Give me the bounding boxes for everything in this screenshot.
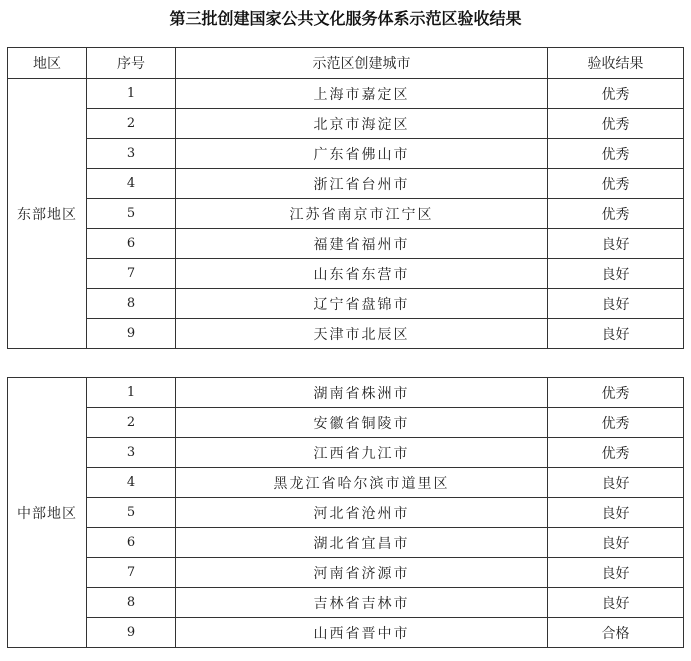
acceptance-result: 良好	[548, 558, 684, 588]
header-city: 示范区创建城市	[176, 48, 548, 79]
acceptance-result: 优秀	[548, 378, 684, 408]
east-region-table	[7, 47, 684, 349]
acceptance-result: 优秀	[548, 408, 684, 438]
table-row	[8, 438, 684, 468]
row-number: 8	[87, 289, 176, 319]
acceptance-result: 优秀	[548, 139, 684, 169]
row-number: 9	[87, 319, 176, 349]
acceptance-result: 良好	[548, 259, 684, 289]
table-row	[8, 199, 684, 229]
row-number: 3	[87, 139, 176, 169]
table-row	[8, 408, 684, 438]
acceptance-result: 优秀	[548, 438, 684, 468]
acceptance-result: 良好	[548, 588, 684, 618]
page-title: 第三批创建国家公共文化服务体系示范区验收结果	[169, 9, 522, 28]
table-row	[8, 79, 684, 109]
acceptance-result: 良好	[548, 498, 684, 528]
row-number: 9	[87, 618, 176, 648]
acceptance-result: 良好	[548, 319, 684, 349]
city-name: 山西省晋中市	[176, 618, 548, 648]
city-name: 安徽省铜陵市	[176, 408, 548, 438]
table-header-row	[8, 48, 684, 79]
row-number: 3	[87, 438, 176, 468]
table-row	[8, 139, 684, 169]
table-row	[8, 109, 684, 139]
central-region-table	[7, 377, 684, 648]
row-number: 7	[87, 558, 176, 588]
acceptance-result: 优秀	[548, 169, 684, 199]
row-number: 5	[87, 199, 176, 229]
central-region-label: 中部地区	[8, 378, 87, 648]
acceptance-result: 良好	[548, 528, 684, 558]
table-row	[8, 378, 684, 408]
city-name: 江苏省南京市江宁区	[176, 199, 548, 229]
row-number: 6	[87, 229, 176, 259]
header-number: 序号	[87, 48, 176, 79]
city-name: 河北省沧州市	[176, 498, 548, 528]
acceptance-result: 优秀	[548, 109, 684, 139]
table-row	[8, 229, 684, 259]
table-row	[8, 558, 684, 588]
city-name: 天津市北辰区	[176, 319, 548, 349]
table-row	[8, 468, 684, 498]
table-row	[8, 588, 684, 618]
table-row	[8, 289, 684, 319]
table-row	[8, 259, 684, 289]
city-name: 黑龙江省哈尔滨市道里区	[176, 468, 548, 498]
city-name: 江西省九江市	[176, 438, 548, 468]
city-name: 浙江省台州市	[176, 169, 548, 199]
row-number: 4	[87, 468, 176, 498]
city-name: 湖南省株洲市	[176, 378, 548, 408]
city-name: 湖北省宜昌市	[176, 528, 548, 558]
city-name: 北京市海淀区	[176, 109, 548, 139]
row-number: 2	[87, 408, 176, 438]
acceptance-result: 优秀	[548, 79, 684, 109]
city-name: 辽宁省盘锦市	[176, 289, 548, 319]
city-name: 上海市嘉定区	[176, 79, 548, 109]
row-number: 1	[87, 79, 176, 109]
city-name: 山东省东营市	[176, 259, 548, 289]
row-number: 2	[87, 109, 176, 139]
table-row	[8, 498, 684, 528]
acceptance-result: 良好	[548, 289, 684, 319]
acceptance-result: 良好	[548, 468, 684, 498]
header-region: 地区	[8, 48, 87, 79]
table-row	[8, 528, 684, 558]
acceptance-result: 良好	[548, 229, 684, 259]
header-result: 验收结果	[548, 48, 684, 79]
city-name: 广东省佛山市	[176, 139, 548, 169]
row-number: 7	[87, 259, 176, 289]
table-row	[8, 169, 684, 199]
row-number: 8	[87, 588, 176, 618]
acceptance-result: 优秀	[548, 199, 684, 229]
row-number: 4	[87, 169, 176, 199]
row-number: 6	[87, 528, 176, 558]
table-row	[8, 618, 684, 648]
row-number: 1	[87, 378, 176, 408]
table-row	[8, 319, 684, 349]
east-region-label: 东部地区	[8, 79, 87, 349]
city-name: 吉林省吉林市	[176, 588, 548, 618]
city-name: 福建省福州市	[176, 229, 548, 259]
row-number: 5	[87, 498, 176, 528]
acceptance-result: 合格	[548, 618, 684, 648]
city-name: 河南省济源市	[176, 558, 548, 588]
